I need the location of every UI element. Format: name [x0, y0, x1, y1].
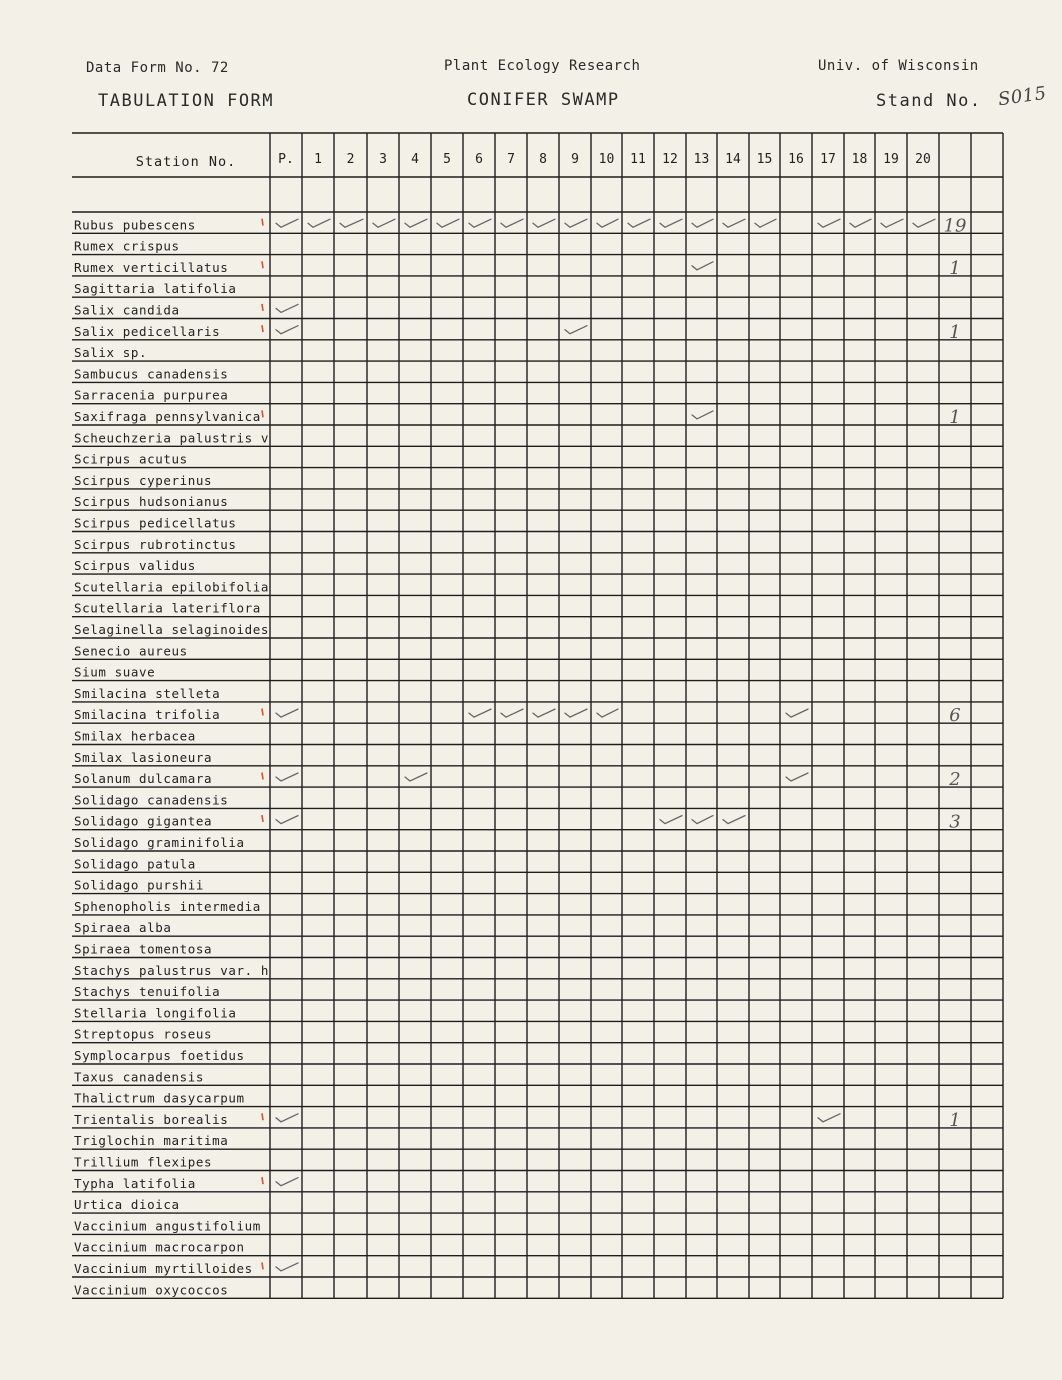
species-name: Solidago gigantea	[74, 813, 213, 829]
station-label: Station No.	[135, 154, 237, 170]
species-name: Solidago canadensis	[74, 792, 229, 808]
species-name: Scirpus validus	[74, 558, 196, 574]
species-name: Senecio aureus	[74, 643, 188, 659]
check-mark	[755, 219, 776, 227]
column-header: 9	[571, 152, 579, 167]
column-header: 5	[443, 152, 451, 167]
species-name: Vaccinium macrocarpon	[74, 1239, 245, 1255]
column-header: 18	[851, 152, 868, 167]
species-name: Sarracenia purpurea	[74, 387, 229, 403]
species-name: Scheuchzeria palustris v	[74, 430, 269, 446]
red-tick-mark	[262, 709, 263, 716]
check-mark	[405, 773, 427, 781]
community-title: CONIFER SWAMP	[467, 90, 620, 110]
column-header: 15	[756, 152, 773, 167]
check-mark	[786, 773, 808, 781]
check-mark	[881, 219, 903, 227]
check-mark	[469, 709, 491, 717]
check-mark	[276, 1178, 298, 1186]
species-name: Scutellaria epilobifolia	[74, 579, 269, 595]
species-name: Solidago patula	[74, 856, 196, 872]
red-tick-mark	[262, 772, 263, 779]
species-name: Stellaria longifolia	[74, 1005, 237, 1021]
red-tick-mark	[262, 1113, 263, 1120]
red-tick-mark	[262, 1177, 263, 1184]
row-total: 2	[949, 769, 961, 791]
species-name: Scirpus pedicellatus	[74, 515, 237, 531]
check-mark	[308, 219, 330, 227]
column-header: 20	[915, 152, 931, 167]
red-tick-mark	[262, 261, 263, 268]
check-mark	[437, 219, 459, 227]
species-name: Stachys tenuifolia	[74, 984, 221, 1000]
check-mark	[276, 1263, 298, 1271]
red-tick-mark	[262, 325, 263, 332]
species-name: Taxus canadensis	[74, 1069, 205, 1085]
check-mark	[405, 219, 427, 227]
row-total: 1	[949, 407, 961, 428]
species-name: Scirpus acutus	[74, 451, 188, 467]
species-name: Sagittaria latifolia	[74, 281, 237, 297]
column-header: 12	[662, 152, 678, 167]
check-mark	[597, 709, 618, 717]
species-name: Sphenopholis intermedia	[74, 898, 261, 914]
check-mark	[276, 326, 298, 334]
form-type-title: TABULATION FORM	[98, 91, 275, 111]
check-mark	[723, 816, 745, 824]
species-name: Solidago purshii	[74, 877, 205, 893]
species-name: Solidago graminifolia	[74, 835, 245, 850]
check-mark	[818, 1114, 840, 1122]
stand-number-value: S015	[996, 82, 1048, 111]
column-header: 1	[314, 152, 322, 167]
row-total: 6	[949, 705, 961, 727]
check-mark	[373, 219, 395, 227]
species-name: Scutellaria lateriflora	[74, 600, 261, 616]
species-name: Rumex verticillatus	[74, 259, 229, 275]
species-name: Smilax herbacea	[74, 728, 196, 744]
check-mark	[692, 411, 713, 419]
species-name: Sium suave	[74, 664, 156, 680]
species-name: Sambucus canadensis	[74, 366, 229, 382]
column-header: 4	[411, 152, 419, 167]
check-mark	[565, 709, 587, 717]
red-tick-mark	[262, 304, 263, 311]
check-mark	[501, 219, 523, 227]
species-name: Thalictrum dasycarpum	[74, 1090, 245, 1106]
species-name: Scirpus hudsonianus	[74, 494, 229, 510]
column-header: 11	[630, 152, 646, 167]
check-mark	[276, 773, 298, 781]
species-name: Solanum dulcamara	[74, 771, 213, 787]
column-header: 10	[598, 152, 615, 167]
check-mark	[692, 816, 713, 824]
column-header: 17	[820, 152, 836, 167]
check-mark	[533, 219, 555, 227]
check-mark	[276, 816, 298, 824]
species-name: Typha latifolia	[74, 1175, 196, 1191]
row-total: 19	[943, 215, 967, 237]
check-mark	[850, 219, 871, 227]
check-mark	[276, 709, 298, 717]
column-header: P.	[278, 152, 294, 167]
species-name: Salix sp.	[74, 345, 148, 361]
check-mark	[818, 219, 840, 227]
check-mark	[597, 219, 618, 227]
check-mark	[660, 816, 682, 824]
check-mark	[276, 219, 298, 227]
species-name: Salix candida	[74, 302, 180, 318]
row-total: 3	[949, 811, 961, 833]
row-total: 1	[949, 1109, 961, 1131]
species-name: Smilacina stelleta	[74, 685, 221, 701]
species-name: Rumex crispus	[74, 238, 180, 254]
species-name: Selaginella selaginoides	[74, 622, 269, 637]
species-name: Vaccinium oxycoccos	[74, 1282, 229, 1298]
species-name: Trientalis borealis	[74, 1111, 229, 1127]
species-name: Smilacina trifolia	[74, 707, 221, 723]
check-mark	[276, 304, 298, 312]
check-mark	[913, 219, 935, 227]
red-tick-mark	[262, 1262, 263, 1269]
row-total: 1	[949, 321, 961, 343]
column-header: 2	[346, 152, 355, 167]
species-name: Spiraea tomentosa	[74, 941, 213, 957]
column-header: 14	[725, 152, 741, 167]
check-mark	[533, 709, 555, 717]
species-name: Saxifraga pennsylvanica	[74, 409, 261, 424]
species-name: Vaccinium myrtilloides	[74, 1261, 253, 1276]
species-name: Smilax lasioneura	[74, 749, 213, 765]
check-mark	[340, 219, 363, 227]
program-name: Plant Ecology Research	[444, 58, 641, 74]
species-name: Vaccinium angustifolium	[74, 1218, 261, 1234]
species-name: Scirpus rubrotinctus	[74, 536, 237, 552]
column-header: 6	[475, 152, 483, 167]
check-mark	[565, 219, 587, 227]
institution-name: Univ. of Wisconsin	[818, 58, 979, 74]
check-mark	[276, 1114, 298, 1122]
stand-number-label: Stand No.	[876, 91, 982, 111]
species-name: Spiraea alba	[74, 920, 172, 936]
species-name: Triglochin maritima	[74, 1133, 229, 1149]
species-name: Salix pedicellaris	[74, 323, 221, 339]
check-mark	[501, 709, 523, 717]
column-header: 19	[883, 152, 899, 167]
row-total: 1	[949, 257, 961, 279]
check-mark	[692, 262, 713, 270]
check-mark	[628, 219, 650, 227]
column-header: 16	[788, 152, 804, 167]
species-name: Trillium flexipes	[74, 1154, 213, 1170]
species-name: Streptopus roseus	[74, 1026, 213, 1042]
species-name: Scirpus cyperinus	[74, 472, 213, 488]
column-header: 8	[539, 152, 547, 167]
column-header: 3	[379, 152, 387, 167]
form-number: Data Form No. 72	[86, 60, 229, 76]
check-mark	[565, 326, 587, 334]
check-mark	[469, 219, 491, 227]
column-header: 7	[507, 152, 515, 167]
red-tick-mark	[262, 219, 263, 226]
species-name: Symplocarpus foetidus	[74, 1048, 245, 1063]
species-name: Stachys palustrus var. h	[74, 962, 269, 978]
red-tick-mark	[262, 410, 263, 417]
column-header: 13	[693, 152, 710, 167]
check-mark	[660, 219, 682, 227]
species-name: Urtica dioica	[74, 1197, 180, 1213]
red-tick-mark	[262, 815, 263, 822]
check-mark	[692, 219, 713, 227]
species-name: Rubus pubescens	[74, 217, 196, 233]
check-mark	[723, 219, 745, 227]
check-mark	[786, 709, 808, 717]
